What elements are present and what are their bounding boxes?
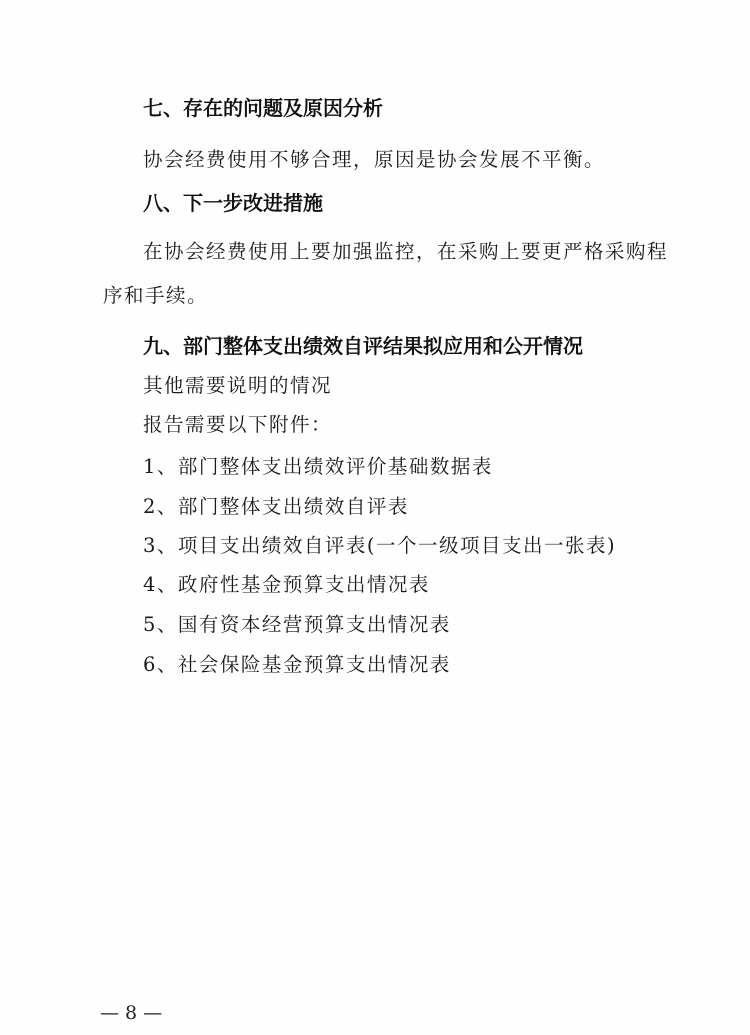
section-eight-heading: 八、下一步改进措施 (143, 191, 323, 215)
attachment-item: 5、国有资本经营预算支出情况表 (143, 613, 451, 636)
section-seven-body: 协会经费使用不够合理，原因是协会发展不平衡。 (143, 148, 606, 171)
page-number: — 8 — (100, 1002, 163, 1024)
attachments-intro: 报告需要以下附件： (143, 413, 333, 436)
section-eight-body-line2: 序和手续。 (103, 284, 209, 307)
attachment-item: 4、政府性基金预算支出情况表 (143, 573, 430, 596)
section-nine-heading: 九、部门整体支出绩效自评结果拟应用和公开情况 (143, 334, 583, 358)
section-eight-body-line1: 在协会经费使用上要加强监控，在采购上要更严格采购程 (143, 240, 669, 263)
attachment-item: 6、社会保险基金预算支出情况表 (143, 653, 451, 676)
section-seven-heading: 七、存在的问题及原因分析 (143, 96, 383, 120)
other-notes-line: 其他需要说明的情况 (143, 374, 333, 397)
attachment-item: 2、部门整体支出绩效自评表 (143, 495, 409, 518)
attachment-item: 3、项目支出绩效自评表(一个一级项目支出一张表) (143, 534, 617, 557)
attachment-item: 1、部门整体支出绩效评价基础数据表 (143, 455, 493, 478)
